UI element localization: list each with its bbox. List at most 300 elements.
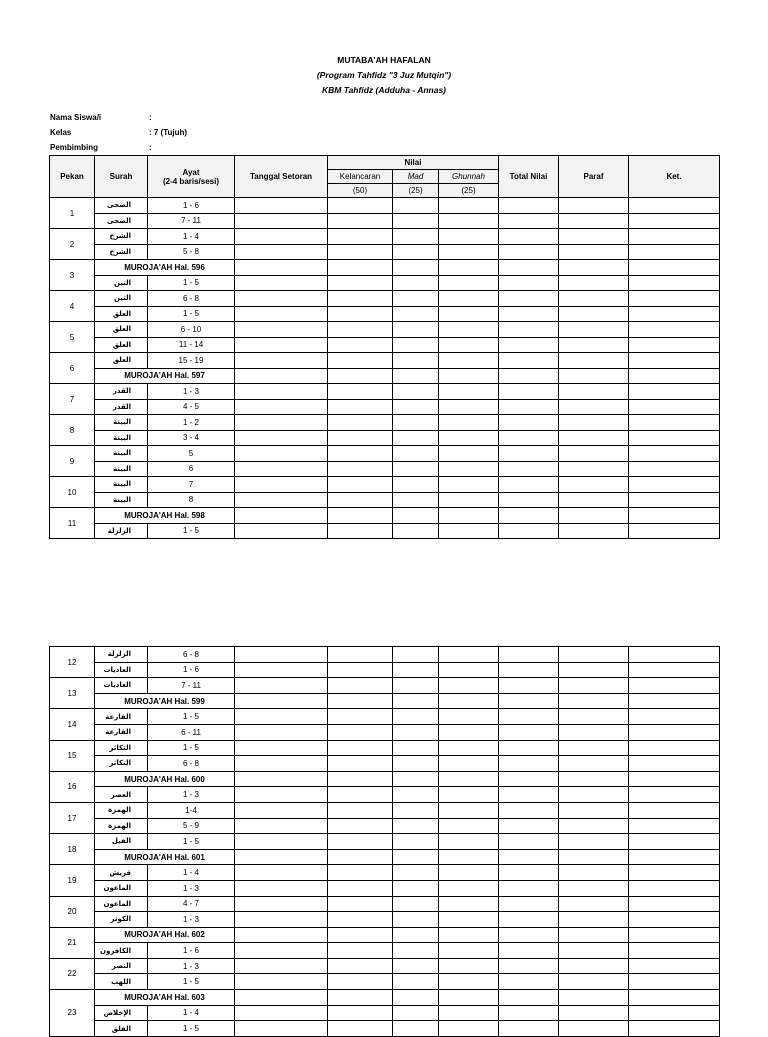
tanggal-cell[interactable] xyxy=(235,678,328,694)
total-cell[interactable] xyxy=(499,492,559,508)
tanggal-cell[interactable] xyxy=(235,508,328,524)
mad-cell[interactable] xyxy=(393,974,439,990)
total-cell[interactable] xyxy=(499,384,559,400)
ket-cell[interactable] xyxy=(629,260,720,276)
mad-cell[interactable] xyxy=(393,647,439,663)
ghunnah-cell[interactable] xyxy=(439,849,499,865)
ket-cell[interactable] xyxy=(629,756,720,772)
ket-cell[interactable] xyxy=(629,275,720,291)
total-cell[interactable] xyxy=(499,818,559,834)
kelancaran-cell[interactable] xyxy=(328,275,393,291)
ghunnah-cell[interactable] xyxy=(439,322,499,338)
ket-cell[interactable] xyxy=(629,523,720,539)
tanggal-cell[interactable] xyxy=(235,756,328,772)
total-cell[interactable] xyxy=(499,477,559,493)
paraf-cell[interactable] xyxy=(559,322,629,338)
paraf-cell[interactable] xyxy=(559,399,629,415)
ket-cell[interactable] xyxy=(629,974,720,990)
mad-cell[interactable] xyxy=(393,198,439,214)
mad-cell[interactable] xyxy=(393,771,439,787)
ghunnah-cell[interactable] xyxy=(439,337,499,353)
kelancaran-cell[interactable] xyxy=(328,1021,393,1037)
kelancaran-cell[interactable] xyxy=(328,678,393,694)
mad-cell[interactable] xyxy=(393,912,439,928)
mad-cell[interactable] xyxy=(393,756,439,772)
kelancaran-cell[interactable] xyxy=(328,771,393,787)
paraf-cell[interactable] xyxy=(559,244,629,260)
kelancaran-cell[interactable] xyxy=(328,415,393,431)
tanggal-cell[interactable] xyxy=(235,724,328,740)
ghunnah-cell[interactable] xyxy=(439,647,499,663)
ghunnah-cell[interactable] xyxy=(439,771,499,787)
ket-cell[interactable] xyxy=(629,415,720,431)
mad-cell[interactable] xyxy=(393,709,439,725)
paraf-cell[interactable] xyxy=(559,849,629,865)
paraf-cell[interactable] xyxy=(559,990,629,1006)
kelancaran-cell[interactable] xyxy=(328,896,393,912)
total-cell[interactable] xyxy=(499,865,559,881)
kelancaran-cell[interactable] xyxy=(328,818,393,834)
tanggal-cell[interactable] xyxy=(235,693,328,709)
kelancaran-cell[interactable] xyxy=(328,802,393,818)
tanggal-cell[interactable] xyxy=(235,787,328,803)
ket-cell[interactable] xyxy=(629,865,720,881)
paraf-cell[interactable] xyxy=(559,740,629,756)
ket-cell[interactable] xyxy=(629,724,720,740)
total-cell[interactable] xyxy=(499,849,559,865)
paraf-cell[interactable] xyxy=(559,1005,629,1021)
ket-cell[interactable] xyxy=(629,912,720,928)
kelancaran-cell[interactable] xyxy=(328,213,393,229)
tanggal-cell[interactable] xyxy=(235,802,328,818)
ghunnah-cell[interactable] xyxy=(439,740,499,756)
ghunnah-cell[interactable] xyxy=(439,974,499,990)
mad-cell[interactable] xyxy=(393,693,439,709)
total-cell[interactable] xyxy=(499,213,559,229)
tanggal-cell[interactable] xyxy=(235,647,328,663)
kelancaran-cell[interactable] xyxy=(328,787,393,803)
kelancaran-cell[interactable] xyxy=(328,709,393,725)
mad-cell[interactable] xyxy=(393,399,439,415)
tanggal-cell[interactable] xyxy=(235,353,328,369)
tanggal-cell[interactable] xyxy=(235,229,328,245)
ghunnah-cell[interactable] xyxy=(439,958,499,974)
ghunnah-cell[interactable] xyxy=(439,787,499,803)
ghunnah-cell[interactable] xyxy=(439,990,499,1006)
ghunnah-cell[interactable] xyxy=(439,446,499,462)
paraf-cell[interactable] xyxy=(559,834,629,850)
ket-cell[interactable] xyxy=(629,662,720,678)
mad-cell[interactable] xyxy=(393,275,439,291)
ket-cell[interactable] xyxy=(629,198,720,214)
tanggal-cell[interactable] xyxy=(235,384,328,400)
tanggal-cell[interactable] xyxy=(235,446,328,462)
tanggal-cell[interactable] xyxy=(235,865,328,881)
total-cell[interactable] xyxy=(499,802,559,818)
ket-cell[interactable] xyxy=(629,740,720,756)
ket-cell[interactable] xyxy=(629,244,720,260)
ghunnah-cell[interactable] xyxy=(439,943,499,959)
mad-cell[interactable] xyxy=(393,229,439,245)
total-cell[interactable] xyxy=(499,508,559,524)
mad-cell[interactable] xyxy=(393,865,439,881)
ket-cell[interactable] xyxy=(629,430,720,446)
total-cell[interactable] xyxy=(499,368,559,384)
ghunnah-cell[interactable] xyxy=(439,1005,499,1021)
ket-cell[interactable] xyxy=(629,353,720,369)
tanggal-cell[interactable] xyxy=(235,291,328,307)
kelancaran-cell[interactable] xyxy=(328,880,393,896)
kelancaran-cell[interactable] xyxy=(328,974,393,990)
kelancaran-cell[interactable] xyxy=(328,384,393,400)
paraf-cell[interactable] xyxy=(559,943,629,959)
paraf-cell[interactable] xyxy=(559,756,629,772)
ghunnah-cell[interactable] xyxy=(439,306,499,322)
paraf-cell[interactable] xyxy=(559,291,629,307)
total-cell[interactable] xyxy=(499,523,559,539)
ghunnah-cell[interactable] xyxy=(439,523,499,539)
paraf-cell[interactable] xyxy=(559,709,629,725)
paraf-cell[interactable] xyxy=(559,368,629,384)
ghunnah-cell[interactable] xyxy=(439,492,499,508)
total-cell[interactable] xyxy=(499,740,559,756)
ket-cell[interactable] xyxy=(629,990,720,1006)
tanggal-cell[interactable] xyxy=(235,461,328,477)
kelancaran-cell[interactable] xyxy=(328,477,393,493)
paraf-cell[interactable] xyxy=(559,880,629,896)
ket-cell[interactable] xyxy=(629,834,720,850)
kelancaran-cell[interactable] xyxy=(328,353,393,369)
mad-cell[interactable] xyxy=(393,927,439,943)
tanggal-cell[interactable] xyxy=(235,244,328,260)
mad-cell[interactable] xyxy=(393,880,439,896)
ket-cell[interactable] xyxy=(629,771,720,787)
ghunnah-cell[interactable] xyxy=(439,198,499,214)
mad-cell[interactable] xyxy=(393,415,439,431)
kelancaran-cell[interactable] xyxy=(328,693,393,709)
total-cell[interactable] xyxy=(499,275,559,291)
mad-cell[interactable] xyxy=(393,306,439,322)
tanggal-cell[interactable] xyxy=(235,275,328,291)
total-cell[interactable] xyxy=(499,260,559,276)
kelancaran-cell[interactable] xyxy=(328,647,393,663)
ghunnah-cell[interactable] xyxy=(439,244,499,260)
tanggal-cell[interactable] xyxy=(235,958,328,974)
mad-cell[interactable] xyxy=(393,384,439,400)
tanggal-cell[interactable] xyxy=(235,740,328,756)
ket-cell[interactable] xyxy=(629,787,720,803)
paraf-cell[interactable] xyxy=(559,927,629,943)
ket-cell[interactable] xyxy=(629,477,720,493)
ket-cell[interactable] xyxy=(629,213,720,229)
kelancaran-cell[interactable] xyxy=(328,1005,393,1021)
tanggal-cell[interactable] xyxy=(235,709,328,725)
mad-cell[interactable] xyxy=(393,943,439,959)
total-cell[interactable] xyxy=(499,291,559,307)
ket-cell[interactable] xyxy=(629,1021,720,1037)
ghunnah-cell[interactable] xyxy=(439,724,499,740)
total-cell[interactable] xyxy=(499,756,559,772)
total-cell[interactable] xyxy=(499,896,559,912)
mad-cell[interactable] xyxy=(393,291,439,307)
total-cell[interactable] xyxy=(499,647,559,663)
total-cell[interactable] xyxy=(499,353,559,369)
ghunnah-cell[interactable] xyxy=(439,368,499,384)
ghunnah-cell[interactable] xyxy=(439,927,499,943)
mad-cell[interactable] xyxy=(393,990,439,1006)
kelancaran-cell[interactable] xyxy=(328,492,393,508)
mad-cell[interactable] xyxy=(393,353,439,369)
total-cell[interactable] xyxy=(499,306,559,322)
paraf-cell[interactable] xyxy=(559,678,629,694)
kelancaran-cell[interactable] xyxy=(328,198,393,214)
ghunnah-cell[interactable] xyxy=(439,865,499,881)
kelancaran-cell[interactable] xyxy=(328,943,393,959)
total-cell[interactable] xyxy=(499,1005,559,1021)
ghunnah-cell[interactable] xyxy=(439,260,499,276)
kelancaran-cell[interactable] xyxy=(328,260,393,276)
ket-cell[interactable] xyxy=(629,849,720,865)
paraf-cell[interactable] xyxy=(559,647,629,663)
total-cell[interactable] xyxy=(499,724,559,740)
mad-cell[interactable] xyxy=(393,802,439,818)
ket-cell[interactable] xyxy=(629,291,720,307)
paraf-cell[interactable] xyxy=(559,802,629,818)
total-cell[interactable] xyxy=(499,693,559,709)
ghunnah-cell[interactable] xyxy=(439,275,499,291)
ket-cell[interactable] xyxy=(629,958,720,974)
ghunnah-cell[interactable] xyxy=(439,508,499,524)
kelancaran-cell[interactable] xyxy=(328,229,393,245)
mad-cell[interactable] xyxy=(393,244,439,260)
ghunnah-cell[interactable] xyxy=(439,662,499,678)
ket-cell[interactable] xyxy=(629,818,720,834)
kelancaran-cell[interactable] xyxy=(328,337,393,353)
paraf-cell[interactable] xyxy=(559,974,629,990)
ghunnah-cell[interactable] xyxy=(439,213,499,229)
kelancaran-cell[interactable] xyxy=(328,291,393,307)
ket-cell[interactable] xyxy=(629,368,720,384)
tanggal-cell[interactable] xyxy=(235,927,328,943)
paraf-cell[interactable] xyxy=(559,508,629,524)
tanggal-cell[interactable] xyxy=(235,896,328,912)
kelancaran-cell[interactable] xyxy=(328,662,393,678)
tanggal-cell[interactable] xyxy=(235,260,328,276)
kelancaran-cell[interactable] xyxy=(328,958,393,974)
tanggal-cell[interactable] xyxy=(235,880,328,896)
kelancaran-cell[interactable] xyxy=(328,399,393,415)
tanggal-cell[interactable] xyxy=(235,818,328,834)
ghunnah-cell[interactable] xyxy=(439,678,499,694)
tanggal-cell[interactable] xyxy=(235,1021,328,1037)
ghunnah-cell[interactable] xyxy=(439,896,499,912)
ghunnah-cell[interactable] xyxy=(439,880,499,896)
tanggal-cell[interactable] xyxy=(235,322,328,338)
ket-cell[interactable] xyxy=(629,384,720,400)
ket-cell[interactable] xyxy=(629,943,720,959)
paraf-cell[interactable] xyxy=(559,213,629,229)
total-cell[interactable] xyxy=(499,1021,559,1037)
mad-cell[interactable] xyxy=(393,368,439,384)
kelancaran-cell[interactable] xyxy=(328,865,393,881)
kelancaran-cell[interactable] xyxy=(328,834,393,850)
tanggal-cell[interactable] xyxy=(235,849,328,865)
tanggal-cell[interactable] xyxy=(235,1005,328,1021)
mad-cell[interactable] xyxy=(393,1021,439,1037)
total-cell[interactable] xyxy=(499,461,559,477)
ket-cell[interactable] xyxy=(629,508,720,524)
tanggal-cell[interactable] xyxy=(235,990,328,1006)
tanggal-cell[interactable] xyxy=(235,306,328,322)
mad-cell[interactable] xyxy=(393,787,439,803)
ket-cell[interactable] xyxy=(629,229,720,245)
paraf-cell[interactable] xyxy=(559,229,629,245)
mad-cell[interactable] xyxy=(393,662,439,678)
paraf-cell[interactable] xyxy=(559,787,629,803)
tanggal-cell[interactable] xyxy=(235,912,328,928)
ghunnah-cell[interactable] xyxy=(439,756,499,772)
total-cell[interactable] xyxy=(499,787,559,803)
paraf-cell[interactable] xyxy=(559,523,629,539)
paraf-cell[interactable] xyxy=(559,818,629,834)
kelancaran-cell[interactable] xyxy=(328,368,393,384)
paraf-cell[interactable] xyxy=(559,1021,629,1037)
paraf-cell[interactable] xyxy=(559,337,629,353)
mad-cell[interactable] xyxy=(393,213,439,229)
ghunnah-cell[interactable] xyxy=(439,1021,499,1037)
kelancaran-cell[interactable] xyxy=(328,724,393,740)
ket-cell[interactable] xyxy=(629,647,720,663)
kelancaran-cell[interactable] xyxy=(328,912,393,928)
kelancaran-cell[interactable] xyxy=(328,523,393,539)
ghunnah-cell[interactable] xyxy=(439,912,499,928)
paraf-cell[interactable] xyxy=(559,461,629,477)
ket-cell[interactable] xyxy=(629,896,720,912)
total-cell[interactable] xyxy=(499,912,559,928)
ghunnah-cell[interactable] xyxy=(439,802,499,818)
mad-cell[interactable] xyxy=(393,818,439,834)
ket-cell[interactable] xyxy=(629,678,720,694)
total-cell[interactable] xyxy=(499,880,559,896)
ghunnah-cell[interactable] xyxy=(439,384,499,400)
ghunnah-cell[interactable] xyxy=(439,709,499,725)
paraf-cell[interactable] xyxy=(559,771,629,787)
kelancaran-cell[interactable] xyxy=(328,849,393,865)
paraf-cell[interactable] xyxy=(559,353,629,369)
ket-cell[interactable] xyxy=(629,802,720,818)
ghunnah-cell[interactable] xyxy=(439,693,499,709)
total-cell[interactable] xyxy=(499,927,559,943)
ghunnah-cell[interactable] xyxy=(439,399,499,415)
mad-cell[interactable] xyxy=(393,492,439,508)
paraf-cell[interactable] xyxy=(559,693,629,709)
paraf-cell[interactable] xyxy=(559,896,629,912)
tanggal-cell[interactable] xyxy=(235,771,328,787)
ket-cell[interactable] xyxy=(629,461,720,477)
ghunnah-cell[interactable] xyxy=(439,415,499,431)
paraf-cell[interactable] xyxy=(559,275,629,291)
mad-cell[interactable] xyxy=(393,1005,439,1021)
mad-cell[interactable] xyxy=(393,849,439,865)
paraf-cell[interactable] xyxy=(559,306,629,322)
ket-cell[interactable] xyxy=(629,322,720,338)
total-cell[interactable] xyxy=(499,229,559,245)
tanggal-cell[interactable] xyxy=(235,974,328,990)
ket-cell[interactable] xyxy=(629,709,720,725)
ghunnah-cell[interactable] xyxy=(439,353,499,369)
mad-cell[interactable] xyxy=(393,430,439,446)
ghunnah-cell[interactable] xyxy=(439,291,499,307)
tanggal-cell[interactable] xyxy=(235,430,328,446)
ket-cell[interactable] xyxy=(629,492,720,508)
paraf-cell[interactable] xyxy=(559,958,629,974)
mad-cell[interactable] xyxy=(393,834,439,850)
mad-cell[interactable] xyxy=(393,724,439,740)
total-cell[interactable] xyxy=(499,974,559,990)
total-cell[interactable] xyxy=(499,446,559,462)
tanggal-cell[interactable] xyxy=(235,492,328,508)
total-cell[interactable] xyxy=(499,834,559,850)
paraf-cell[interactable] xyxy=(559,724,629,740)
ghunnah-cell[interactable] xyxy=(439,834,499,850)
paraf-cell[interactable] xyxy=(559,477,629,493)
tanggal-cell[interactable] xyxy=(235,523,328,539)
ket-cell[interactable] xyxy=(629,337,720,353)
mad-cell[interactable] xyxy=(393,740,439,756)
kelancaran-cell[interactable] xyxy=(328,756,393,772)
tanggal-cell[interactable] xyxy=(235,415,328,431)
paraf-cell[interactable] xyxy=(559,260,629,276)
tanggal-cell[interactable] xyxy=(235,943,328,959)
tanggal-cell[interactable] xyxy=(235,368,328,384)
kelancaran-cell[interactable] xyxy=(328,306,393,322)
total-cell[interactable] xyxy=(499,958,559,974)
paraf-cell[interactable] xyxy=(559,384,629,400)
ket-cell[interactable] xyxy=(629,927,720,943)
paraf-cell[interactable] xyxy=(559,912,629,928)
paraf-cell[interactable] xyxy=(559,430,629,446)
total-cell[interactable] xyxy=(499,244,559,260)
total-cell[interactable] xyxy=(499,771,559,787)
kelancaran-cell[interactable] xyxy=(328,244,393,260)
kelancaran-cell[interactable] xyxy=(328,461,393,477)
ket-cell[interactable] xyxy=(629,693,720,709)
tanggal-cell[interactable] xyxy=(235,399,328,415)
paraf-cell[interactable] xyxy=(559,662,629,678)
ket-cell[interactable] xyxy=(629,306,720,322)
total-cell[interactable] xyxy=(499,322,559,338)
total-cell[interactable] xyxy=(499,337,559,353)
mad-cell[interactable] xyxy=(393,322,439,338)
total-cell[interactable] xyxy=(499,399,559,415)
total-cell[interactable] xyxy=(499,678,559,694)
total-cell[interactable] xyxy=(499,990,559,1006)
mad-cell[interactable] xyxy=(393,896,439,912)
mad-cell[interactable] xyxy=(393,337,439,353)
ket-cell[interactable] xyxy=(629,880,720,896)
ghunnah-cell[interactable] xyxy=(439,477,499,493)
mad-cell[interactable] xyxy=(393,461,439,477)
mad-cell[interactable] xyxy=(393,958,439,974)
total-cell[interactable] xyxy=(499,198,559,214)
ghunnah-cell[interactable] xyxy=(439,461,499,477)
paraf-cell[interactable] xyxy=(559,492,629,508)
paraf-cell[interactable] xyxy=(559,865,629,881)
kelancaran-cell[interactable] xyxy=(328,990,393,1006)
mad-cell[interactable] xyxy=(393,523,439,539)
tanggal-cell[interactable] xyxy=(235,198,328,214)
kelancaran-cell[interactable] xyxy=(328,322,393,338)
